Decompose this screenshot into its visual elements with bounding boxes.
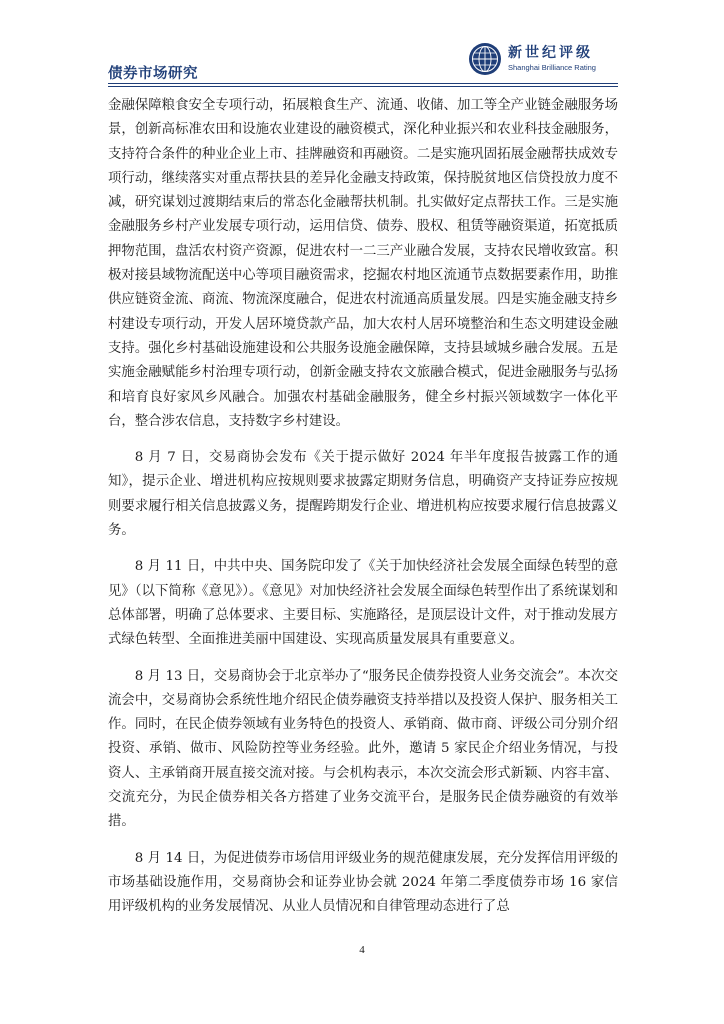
logo-english-name: Shanghai Brilliance Rating [508,63,596,72]
header-divider-thin [108,86,618,87]
globe-emblem-icon [468,42,502,76]
document-body [108,94,618,932]
page-header [108,40,618,84]
paragraph: 8 月 7 日，交易商协会发布《关于提示做好 2024 年半年度报告披露工作的通知》，提示企业、增进机构应按规则要求披露定期财务信息，明确资产支持证券应按规则要求履行相关信息披露义务，提醒跨期发行企业、增进机构应按要求履行信息披露义务。 [108,450,618,539]
paragraph: 金融保障粮食安全专项行动，拓展粮食生产、流通、收储、加工等全产业链金融服务场景，创新高标准农田和设施农业建设的融资模式，深化种业振兴和农业科技金融服务，支持符合条件的种业企业上市、挂牌融资和再融资。二是实施巩固拓展金融帮扶成效专项行动，继续落实对重点帮扶县的差异化金融支持政策，保持脱贫地区信贷投放力度不减，研究谋划过渡期结束后的常态化金融帮扶机制。扎实做好定点帮扶工作。三是实施金融服务乡村产业发展专项行动，运用信贷、债券、股权、租赁等融资渠道，拓宽抵质押物范围，盘活农村资产资源，促进农村一二三产业融合发展，支持农民增收致富。积极对接县域物流配送中心等项目融资需求，挖掘农村地区流通节点数据要素作用，助推供应链资金流、商流、物流深度融合，促进农村流通高质量发展。四是实施金融支持乡村建设专项行动，开发人居环境贷款产品，加大农村人居环境整治和生态文明建设金融支持。强化乡村基础设施建设和公共服务设施金融保障，支持县域城乡融合发展。五是实施金融赋能乡村治理专项行动，创新金融支持农文旅融合模式，促进金融服务与弘扬和培育良好家风乡风融合。加强农村基础金融服务，健全乡村振兴领域数字一体化平台，整合涉农信息，支持数字乡村建设。 [108,98,618,429]
paragraph: 8 月 13 日，交易商协会于北京举办了“服务民企债券投资人业务交流会”。本次交流会中，交易商协会系统性地介绍民企债券融资支持举措以及投资人保护、服务相关工作。同时，在民企债券领域有业务特色的投资人、承销商、做市商、评级公司分别介绍投资、承销、做市、风险防控等业务经验。此外，邀请 5 家民企介绍业务情况，与投资人、主承销商开展直接交流对接。与会机构表示，本次交流会形式新颖、内容丰富、交流充分，为民企债券相关各方搭建了业务交流平台，是服务民企债券融资的有效举措。 [108,668,618,830]
brand-logo [468,40,618,80]
header-title: 债券市场研究 [108,66,198,82]
page-number: 4 [359,944,365,956]
paragraph: 8 月 11 日，中共中央、国务院印发了《关于加快经济社会发展全面绿色转型的意见》（以下简称《意见》）。《意见》对加快经济社会发展全面绿色转型作出了系统谋划和总体部署，明确了总体要求、主要目标、实施路径，是顶层设计文件，对于推动发展方式绿色转型、全面推进美丽中国建设、实现高质量发展具有重要意义。 [108,559,618,648]
logo-chinese-name: 新世纪评级 [508,45,593,61]
header-divider [108,83,618,84]
paragraph: 8 月 14 日，为促进债券市场信用评级业务的规范健康发展，充分发挥信用评级的市场基础设施作用，交易商协会和证券业协会就 2024 年第二季度债券市场 16 家信用评级机构的业务发展情况、从业人员情况和自律管理动态进行了总 [108,850,618,915]
